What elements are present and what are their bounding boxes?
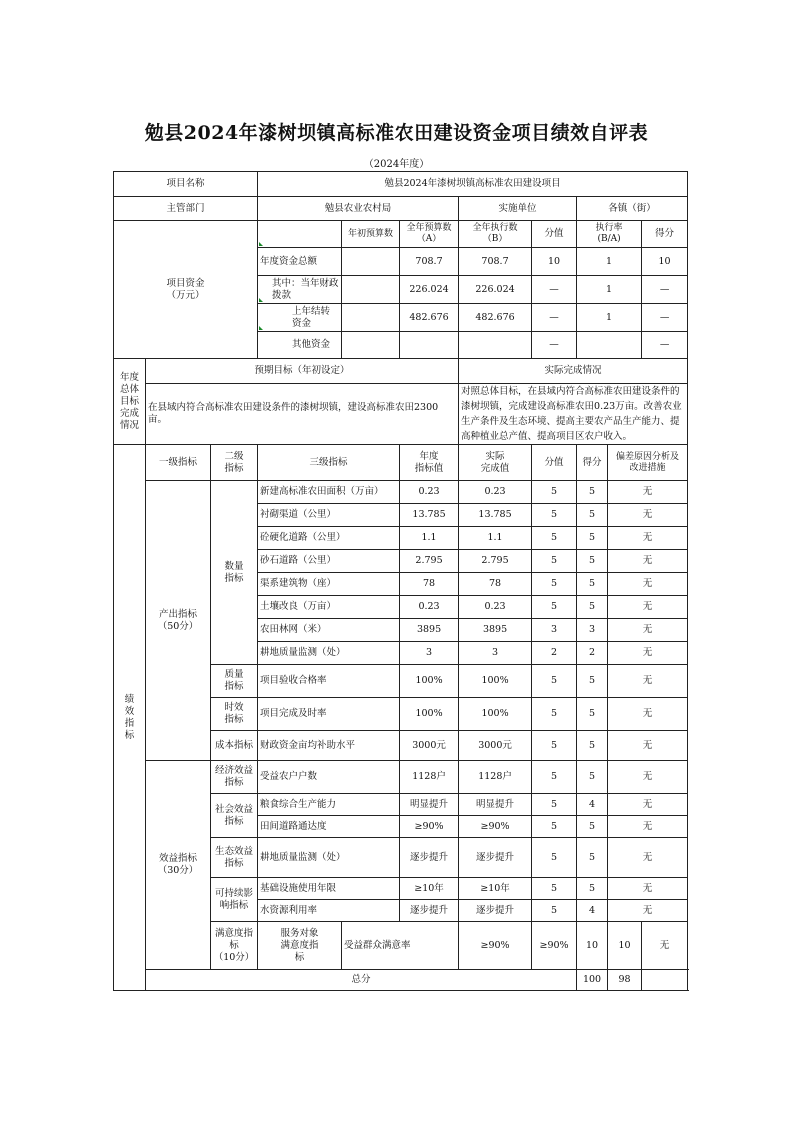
indicator-points: 5 [577, 761, 608, 794]
indicator-score: 5 [532, 816, 577, 838]
funds-row-points: — [642, 332, 688, 359]
impl-label: 实施单位 [459, 197, 577, 221]
dept-label: 主管部门 [114, 197, 258, 221]
indicator-target: 78 [400, 573, 459, 596]
indicator-score: 5 [532, 878, 577, 900]
indicator-name: 基础设施使用年限 [258, 878, 400, 900]
indicator-points: 10 [608, 922, 642, 970]
funds-header-score: 分值 [532, 221, 577, 248]
goals-expected-header: 预期目标（年初设定） [146, 359, 459, 384]
indicator-note: 无 [608, 504, 688, 527]
indicator-target: 0.23 [400, 596, 459, 619]
indicator-actual: 3895 [459, 619, 532, 642]
goals-actual-header: 实际完成情况 [459, 359, 688, 384]
total-label: 总分 [146, 970, 577, 991]
indicator-target: 3895 [400, 619, 459, 642]
indicator-note: 无 [608, 642, 688, 665]
indicator-name: 衬砌渠道（公里） [258, 504, 400, 527]
indicator-target: 逐步提升 [400, 838, 459, 878]
indicator-target: 1128户 [400, 761, 459, 794]
indicator-name: 受益农户户数 [258, 761, 400, 794]
indicator-name: 新建高标准农田面积（万亩） [258, 481, 400, 504]
indicator-actual: ≥90% [532, 922, 577, 970]
indicator-actual: 3000元 [459, 731, 532, 761]
indicator-actual: 100% [459, 698, 532, 731]
evaluation-table [113, 171, 688, 991]
indicator-points: 4 [577, 900, 608, 922]
ind-header-l3: 三级指标 [258, 445, 400, 481]
funds-row-budget [342, 248, 400, 276]
funds-row-points: 10 [642, 248, 688, 276]
funds-row-a [400, 332, 459, 359]
indicator-name: 耕地质量监测（处） [258, 642, 400, 665]
indicator-score: 5 [532, 731, 577, 761]
indicator-actual: 78 [459, 573, 532, 596]
indicator-target: ≥10年 [400, 878, 459, 900]
indicators-label: 绩 效 指 标 [114, 445, 146, 991]
funds-row-a: 226.024 [400, 276, 459, 304]
indicator-target: 明显提升 [400, 794, 459, 816]
indicator-name: 砂石道路（公里） [258, 550, 400, 573]
funds-row-score: 10 [532, 248, 577, 276]
quality-label: 质量 指标 [211, 665, 258, 698]
indicator-score: 5 [532, 698, 577, 731]
funds-row-budget [342, 276, 400, 304]
ind-header-note: 偏差原因分析及 改进措施 [608, 445, 688, 481]
indicator-target: ≥90% [459, 922, 532, 970]
indicator-actual: 0.23 [459, 596, 532, 619]
indicator-actual: 逐步提升 [459, 900, 532, 922]
indicator-score: 5 [532, 900, 577, 922]
sustainable-label: 可持续影 响指标 [211, 878, 258, 922]
cost-label: 成本指标 [211, 731, 258, 761]
goals-expected-text: 在县域内符合高标准农田建设条件的漆树坝镇，建设高标准农田2300亩。 [146, 384, 459, 445]
indicator-target: 3 [400, 642, 459, 665]
indicator-points: 5 [577, 481, 608, 504]
funds-row-rate: 1 [577, 304, 642, 332]
timeliness-label: 时效 指标 [211, 698, 258, 731]
indicator-actual: 明显提升 [459, 794, 532, 816]
benefit-label: 效益指标 （30分） [146, 761, 211, 970]
indicator-target: 逐步提升 [400, 900, 459, 922]
indicator-points: 5 [577, 665, 608, 698]
indicator-actual: 2.795 [459, 550, 532, 573]
indicator-note: 无 [608, 665, 688, 698]
indicator-note: 无 [608, 838, 688, 878]
ind-header-score: 分值 [532, 445, 577, 481]
indicator-score: 5 [532, 838, 577, 878]
economic-label: 经济效益 指标 [211, 761, 258, 794]
indicator-note: 无 [608, 816, 688, 838]
social-label: 社会效益 指标 [211, 794, 258, 838]
indicator-name: 农田林网（米） [258, 619, 400, 642]
indicator-points: 5 [577, 878, 608, 900]
dept-value: 勉县农业农村局 [258, 197, 459, 221]
funds-row-rate: 1 [577, 276, 642, 304]
goals-actual-text: 对照总体目标，在县域内符合高标准农田建设条件的漆树坝镇，完成建设高标准农田0.23万亩。改善农业生产条件及生态环境、提高主要农产品生产能力、提高种植业总产值、提高项目区农户收入。 [459, 384, 688, 445]
funds-header-annual-budget: 全年预算数 （A） [400, 221, 459, 248]
ecological-label: 生态效益 指标 [211, 838, 258, 878]
funds-row-a: 482.676 [400, 304, 459, 332]
indicator-score: 5 [532, 794, 577, 816]
funds-row-points: — [642, 276, 688, 304]
indicator-points: 5 [577, 596, 608, 619]
indicator-points: 5 [577, 527, 608, 550]
indicator-actual: 1.1 [459, 527, 532, 550]
funds-row-score: — [532, 332, 577, 359]
indicator-points: 3 [577, 619, 608, 642]
indicator-note: 无 [608, 900, 688, 922]
funds-row-rate [577, 332, 642, 359]
funds-label: 项目资金 （万元） [114, 221, 258, 359]
indicator-target: 3000元 [400, 731, 459, 761]
indicator-target: 100% [400, 665, 459, 698]
indicator-actual: ≥90% [459, 816, 532, 838]
funds-row-budget [342, 304, 400, 332]
indicator-actual: 0.23 [459, 481, 532, 504]
ind-header-actual: 实际 完成值 [459, 445, 532, 481]
indicator-points: 5 [577, 698, 608, 731]
ind-header-target: 年度 指标值 [400, 445, 459, 481]
indicator-name: 水资源利用率 [258, 900, 400, 922]
quantity-label: 数量 指标 [211, 481, 258, 665]
indicator-name: 渠系建筑物（座） [258, 573, 400, 596]
indicator-score: 10 [577, 922, 608, 970]
indicator-score: 5 [532, 761, 577, 794]
indicator-points: 5 [577, 816, 608, 838]
indicator-name: 耕地质量监测（处） [258, 838, 400, 878]
ind-header-l2: 二级 指标 [211, 445, 258, 481]
funds-row-b [459, 332, 532, 359]
funds-row-b: 708.7 [459, 248, 532, 276]
indicator-name: 土壤改良（万亩） [258, 596, 400, 619]
funds-header-rate: 执行率 (B/A) [577, 221, 642, 248]
project-name-label: 项目名称 [114, 172, 258, 197]
funds-row-name: 其他资金 [258, 332, 342, 359]
funds-row-b: 482.676 [459, 304, 532, 332]
satisfaction-label: 满意度指标 （10分） [211, 922, 258, 970]
indicator-note: 无 [608, 550, 688, 573]
indicator-score: 5 [532, 550, 577, 573]
indicator-name: 项目完成及时率 [258, 698, 400, 731]
indicator-note: 无 [608, 761, 688, 794]
indicator-points: 5 [577, 731, 608, 761]
indicator-target: ≥90% [400, 816, 459, 838]
funds-header-points: 得分 [642, 221, 688, 248]
funds-header-annual-exec: 全年执行数 （B） [459, 221, 532, 248]
indicator-actual: 3 [459, 642, 532, 665]
ind-header-points: 得分 [577, 445, 608, 481]
indicator-target: 2.795 [400, 550, 459, 573]
indicator-note: 无 [608, 527, 688, 550]
indicator-note: 无 [642, 922, 688, 970]
indicator-points: 5 [577, 573, 608, 596]
project-name-value: 勉县2024年漆树坝镇高标准农田建设项目 [258, 172, 688, 197]
output-label: 产出指标 （50分） [146, 481, 211, 761]
indicator-score: 5 [532, 596, 577, 619]
indicator-name: 田间道路通达度 [258, 816, 400, 838]
indicator-points: 5 [577, 504, 608, 527]
indicator-target: 1.1 [400, 527, 459, 550]
indicator-score: 5 [532, 504, 577, 527]
indicator-target: 13.785 [400, 504, 459, 527]
indicator-score: 5 [532, 665, 577, 698]
ind-header-l1: 一级指标 [146, 445, 211, 481]
indicator-points: 5 [577, 550, 608, 573]
indicator-note: 无 [608, 794, 688, 816]
indicator-note: 无 [608, 878, 688, 900]
indicator-points: 2 [577, 642, 608, 665]
indicator-note: 无 [608, 596, 688, 619]
funds-row-a: 708.7 [400, 248, 459, 276]
indicator-score: 5 [532, 573, 577, 596]
indicator-score: 2 [532, 642, 577, 665]
funds-row-budget [342, 332, 400, 359]
funds-row-score: — [532, 276, 577, 304]
indicator-note: 无 [608, 619, 688, 642]
funds-row-name: 年度资金总额 [258, 248, 342, 276]
funds-row-points: — [642, 304, 688, 332]
funds-row-name: 上年结转资金 [258, 304, 342, 332]
indicator-actual: 13.785 [459, 504, 532, 527]
indicator-score: 5 [532, 481, 577, 504]
indicator-score: 3 [532, 619, 577, 642]
funds-row-b: 226.024 [459, 276, 532, 304]
indicator-name: 粮食综合生产能力 [258, 794, 400, 816]
indicator-name: 砼硬化道路（公里） [258, 527, 400, 550]
indicator-actual: 1128户 [459, 761, 532, 794]
funds-row-name: 其中：当年财政拨款 [258, 276, 342, 304]
indicator-score: 5 [532, 527, 577, 550]
indicator-actual: ≥10年 [459, 878, 532, 900]
page-subtitle: （2024年度） [363, 159, 430, 170]
total-score: 100 [577, 970, 608, 991]
funds-header-blank [258, 221, 342, 248]
total-note [642, 970, 688, 991]
satisfaction-sub-label: 服务对象 满意度指 标 [258, 922, 342, 970]
funds-header-budget: 年初预算数 [342, 221, 400, 248]
indicator-name: 项目验收合格率 [258, 665, 400, 698]
impl-value: 各镇（街） [577, 197, 688, 221]
indicator-target: 100% [400, 698, 459, 731]
indicator-note: 无 [608, 573, 688, 596]
indicator-note: 无 [608, 698, 688, 731]
goals-label: 年度 总体 目标 完成 情况 [114, 359, 146, 445]
funds-row-score: — [532, 304, 577, 332]
indicator-points: 5 [577, 838, 608, 878]
indicator-actual: 逐步提升 [459, 838, 532, 878]
indicator-note: 无 [608, 731, 688, 761]
funds-row-rate: 1 [577, 248, 642, 276]
total-points: 98 [608, 970, 642, 991]
page-title: 勉县2024年漆树坝镇高标准农田建设资金项目绩效自评表 [144, 122, 649, 144]
indicator-actual: 100% [459, 665, 532, 698]
indicator-target: 0.23 [400, 481, 459, 504]
indicator-name: 受益群众满意率 [342, 922, 459, 970]
indicator-points: 4 [577, 794, 608, 816]
indicator-name: 财政资金亩均补助水平 [258, 731, 400, 761]
indicator-note: 无 [608, 481, 688, 504]
